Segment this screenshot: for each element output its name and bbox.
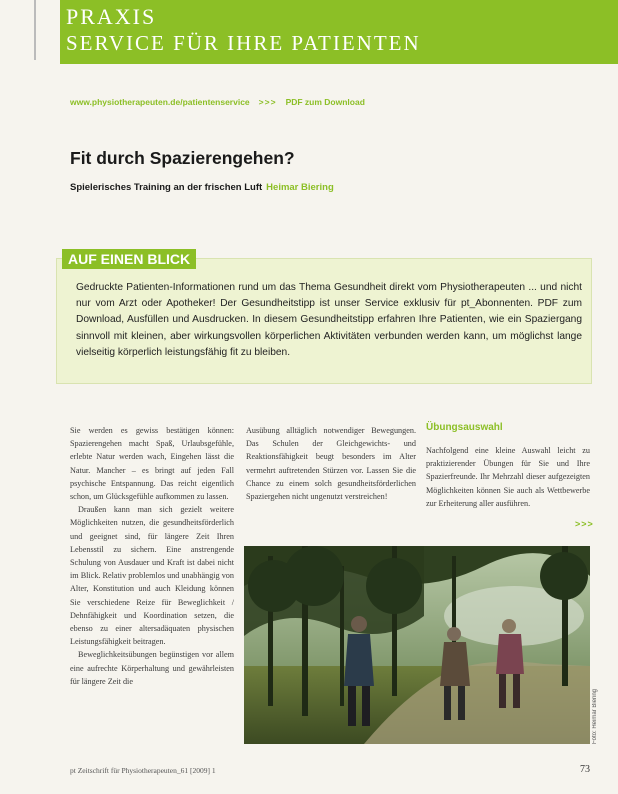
body-column-2 [246, 424, 416, 503]
article-subtitle-row [70, 182, 334, 193]
section-title-line2: SERVICE FÜR IHRE PATIENTEN [66, 31, 421, 55]
article-title: Fit durch Spazierengehen? [70, 148, 295, 168]
patient-service-link[interactable]: www.physiotherapeuten.de/patientenservice [70, 97, 250, 107]
continue-arrows: >>> [575, 519, 594, 529]
walkers-photo [244, 546, 590, 744]
pdf-download-link[interactable]: PDF zum Download [285, 97, 365, 107]
body-column-1 [70, 424, 234, 688]
footer-journal: pt Zeitschrift für Physiotherapeuten_61 [2009] 1 [70, 766, 216, 775]
link-separator: >>> [258, 97, 277, 107]
article-subtitle: Spielerisches Training an der frischen Luft [70, 182, 263, 193]
at-a-glance-label: AUF EINEN BLICK [62, 249, 196, 269]
page-number: 73 [580, 764, 590, 775]
body-paragraph: Beweglichkeitsübungen begünstigen vor allem eine aufrechte Körperhaltung und gewährleisten für längere Zeit die [70, 650, 234, 686]
forest-walk-illustration [244, 546, 590, 744]
section-title-line1: PRAXIS [66, 4, 157, 29]
body-paragraph: Nachfolgend eine kleine Auswahl leicht zu praktizierender Übungen für Sie und Ihre Spazierfreunde. Ihr Mehrzahl dieser aufgezeigten Möglichkeiten können Sie auch als Wettbewerbe zur Erheiterung aller ausführen. [426, 446, 590, 508]
article-author: Heimar Biering [266, 182, 334, 193]
photo-credit: Foto: Heimar Biering [592, 688, 598, 744]
exercise-selection-heading: Übungsauswahl [426, 422, 503, 433]
at-a-glance-text: Gedruckte Patienten-Informationen rund um das Thema Gesundheit direkt vom Physiotherapeuten ... und nicht nur vom Arzt oder Apotheker! Der Gesundheitstipp ist unser Service exklusiv für pt_Abonnenten. PDF zum Download, Ausfüllen und Ausdrucken. In diesem Gesundheitstipp erfahren Ihre Patienten, wie ein Spaziergang sinnvoll mit kleinen, aber wirkungsvollen körperlichen Aktivitäten verbunden werden kann, um möglichst lange vielseitig körperlich leistungsfähig fit zu bleiben. [76, 282, 582, 358]
body-paragraph: Sie werden es gewiss bestätigen können: Spazierengehen macht Spaß, Urlaubsgefühle, erlebte Natur werden wach, Eingehen lässt die Natur. Mancher – es bringt auf jeden Fall psychische Entspannung. Das reicht eigentlich schon, um Glücksgefühle aufkommen zu lassen. [70, 426, 234, 502]
top-rule [34, 0, 36, 60]
section-header [66, 4, 421, 56]
body-paragraph: Ausübung alltäglich notwendiger Bewegungen. Das Schulen der Gleichgewichts- und Reaktionsfähigkeit beugt besonders im Alter vermehrt auftretenden Stürzen vor. Lassen Sie die Chance zu einem solch gesundheitsförderlichen Spaziergehen nicht ungenutzt verstreichen! [246, 426, 416, 502]
body-paragraph: Draußen kann man sich gezielt weitere Möglichkeiten nutzen, die gesundheitsförderlich und geeignet sind, für längere Zeit Ihren Lebensstil zu sichern. Eine anstrengende Schulung von Ausdauer und Kraft ist dabei nicht im Blick. Relativ problemlos und unabhängig von Alter, Konstitution und auch Kleidung können Sie verschiedene Reize für Beweglichkeit / Dehnfähigkeit und Koordination setzen, die ebenso zu einer altersadäquaten physischen Leistungsfähigkeit beitragen. [70, 505, 234, 647]
link-row [70, 97, 365, 107]
body-column-3 [426, 444, 590, 510]
